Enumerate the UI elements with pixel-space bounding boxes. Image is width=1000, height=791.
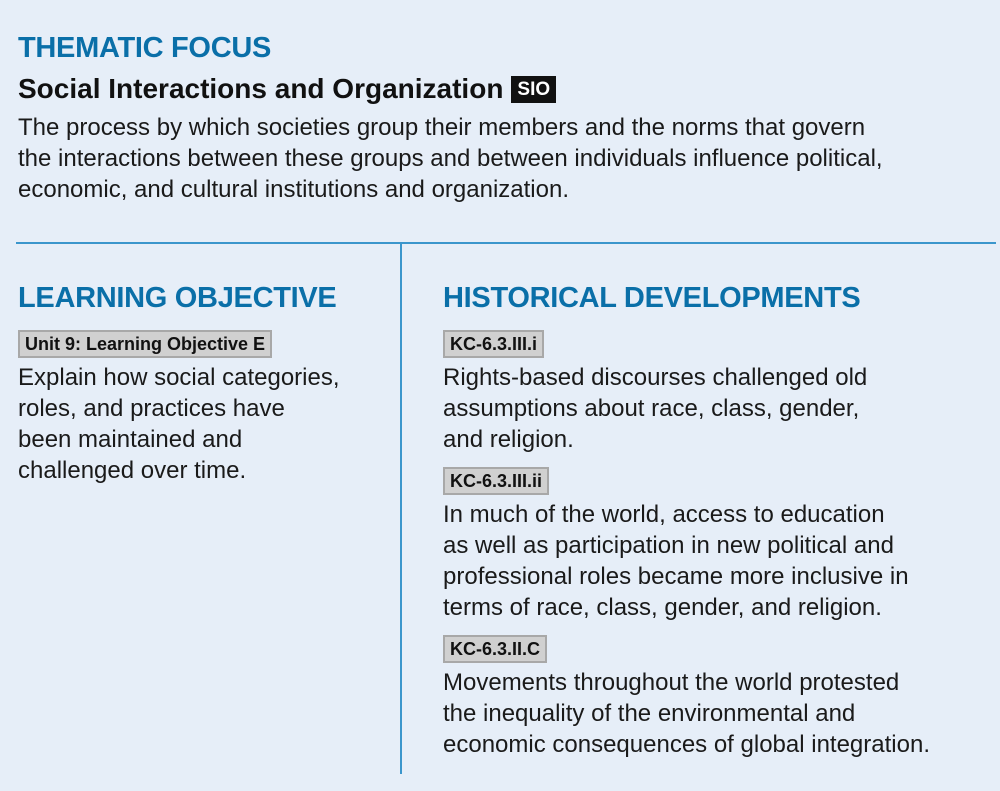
learning-objective-tag: Unit 9: Learning Objective E xyxy=(18,330,272,358)
development-line: assumptions about race, class, gender, xyxy=(443,395,860,422)
theme-title-row xyxy=(18,72,978,106)
learning-objective-heading: LEARNING OBJECTIVE xyxy=(18,282,337,314)
development-item xyxy=(443,330,993,455)
theme-code-badge: SIO xyxy=(511,76,556,103)
theme-description xyxy=(18,112,978,205)
development-line: economic consequences of global integration. xyxy=(443,731,930,758)
learning-objective-text xyxy=(18,362,388,486)
historical-developments-heading: HISTORICAL DEVELOPMENTS xyxy=(443,282,861,314)
development-line: the inequality of the environmental and xyxy=(443,700,856,727)
historical-developments-section xyxy=(443,280,993,772)
development-line: and religion. xyxy=(443,426,574,453)
learning-objective-section xyxy=(18,280,388,486)
learning-objective-line: roles, and practices have xyxy=(18,395,285,422)
development-item xyxy=(443,635,993,760)
theme-description-line: the interactions between these groups and between individuals influence political, xyxy=(18,145,883,172)
key-concept-tag: KC-6.3.III.i xyxy=(443,330,544,358)
development-line: Movements throughout the world protested xyxy=(443,669,900,696)
theme-description-line: The process by which societies group their members and the norms that govern xyxy=(18,114,866,141)
development-line: Rights-based discourses challenged old xyxy=(443,364,868,391)
development-text xyxy=(443,667,993,760)
development-text xyxy=(443,362,993,455)
learning-objective-line: challenged over time. xyxy=(18,457,247,484)
thematic-focus-heading: THEMATIC FOCUS xyxy=(18,32,272,64)
development-line: In much of the world, access to education xyxy=(443,501,885,528)
development-line: terms of race, class, gender, and religion. xyxy=(443,594,882,621)
key-concept-tag: KC-6.3.II.C xyxy=(443,635,547,663)
development-item xyxy=(443,467,993,623)
theme-description-line: economic, and cultural institutions and organization. xyxy=(18,176,569,203)
development-line: professional roles became more inclusive in xyxy=(443,563,909,590)
development-line: as well as participation in new political and xyxy=(443,532,894,559)
learning-objective-line: been maintained and xyxy=(18,426,243,453)
thematic-focus-section xyxy=(18,30,978,205)
learning-objective-line: Explain how social categories, xyxy=(18,364,340,391)
theme-title: Social Interactions and Organization xyxy=(18,73,504,104)
vertical-divider xyxy=(400,244,402,774)
horizontal-divider xyxy=(16,242,996,244)
development-text xyxy=(443,499,993,623)
key-concept-tag: KC-6.3.III.ii xyxy=(443,467,549,495)
